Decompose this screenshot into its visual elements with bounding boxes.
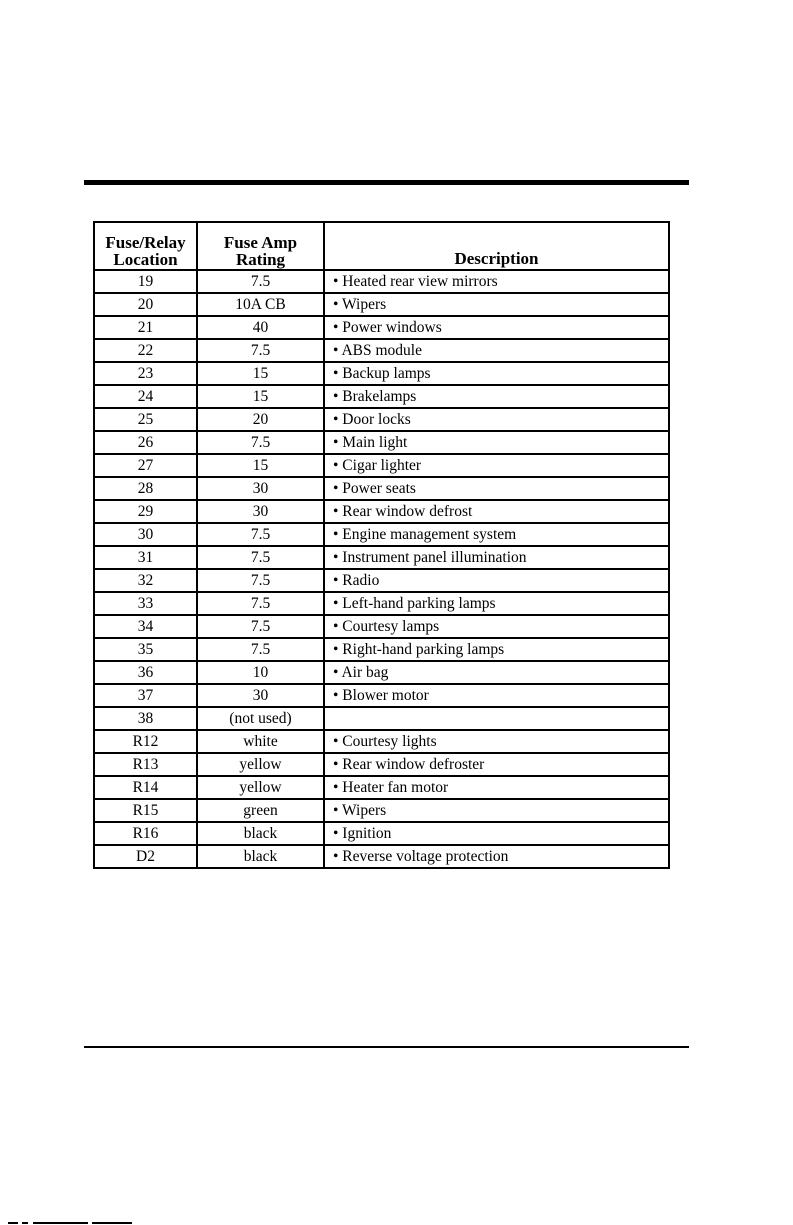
table-row <box>94 776 669 799</box>
cell-description: • Air bag <box>324 661 669 684</box>
cell-rating: 7.5 <box>197 615 324 638</box>
cell-rating: 15 <box>197 362 324 385</box>
table-row <box>94 707 669 730</box>
table-row <box>94 408 669 431</box>
header-location-line-1: Fuse/Relay <box>105 233 186 252</box>
table-row <box>94 799 669 822</box>
cell-rating: 7.5 <box>197 592 324 615</box>
cell-description: • Door locks <box>324 408 669 431</box>
header-rating-line-1: Fuse Amp <box>223 233 298 252</box>
cell-rating: 7.5 <box>197 569 324 592</box>
cell-location: 35 <box>94 638 197 661</box>
cell-description: • Wipers <box>324 799 669 822</box>
cell-location: R16 <box>94 822 197 845</box>
cell-description: • Main light <box>324 431 669 454</box>
cell-description: • Radio <box>324 569 669 592</box>
table-row <box>94 569 669 592</box>
cell-rating: white <box>197 730 324 753</box>
cell-rating: 30 <box>197 477 324 500</box>
table-row <box>94 638 669 661</box>
cell-description: • Heated rear view mirrors <box>324 270 669 293</box>
table-row <box>94 362 669 385</box>
cell-description: • Brakelamps <box>324 385 669 408</box>
header-rating-line-2: Rating <box>235 250 286 269</box>
cell-description: • Reverse voltage protection <box>324 845 669 868</box>
cell-description: • Cigar lighter <box>324 454 669 477</box>
cell-rating: 7.5 <box>197 523 324 546</box>
cell-description: • Heater fan motor <box>324 776 669 799</box>
cell-description: • Courtesy lights <box>324 730 669 753</box>
cell-location: 19 <box>94 270 197 293</box>
table-row <box>94 523 669 546</box>
cell-description: • Power windows <box>324 316 669 339</box>
header-location <box>94 222 197 270</box>
table-row <box>94 385 669 408</box>
cell-description: • ABS module <box>324 339 669 362</box>
cell-rating: 7.5 <box>197 638 324 661</box>
cell-description: • Power seats <box>324 477 669 500</box>
table-row <box>94 592 669 615</box>
cell-description: • Backup lamps <box>324 362 669 385</box>
cell-description <box>324 707 669 730</box>
table-row <box>94 293 669 316</box>
cell-location: 23 <box>94 362 197 385</box>
cell-location: 24 <box>94 385 197 408</box>
cell-rating: green <box>197 799 324 822</box>
cell-rating: 20 <box>197 408 324 431</box>
cell-location: 32 <box>94 569 197 592</box>
cell-description: • Wipers <box>324 293 669 316</box>
cell-rating: 30 <box>197 500 324 523</box>
cell-rating: black <box>197 822 324 845</box>
cell-location: R13 <box>94 753 197 776</box>
cell-rating: 7.5 <box>197 546 324 569</box>
cell-location: 29 <box>94 500 197 523</box>
cell-location: D2 <box>94 845 197 868</box>
table-row <box>94 753 669 776</box>
table-row <box>94 661 669 684</box>
cell-location: 33 <box>94 592 197 615</box>
cell-rating: 15 <box>197 385 324 408</box>
cell-location: 20 <box>94 293 197 316</box>
top-rule <box>84 180 689 185</box>
cell-description: • Right-hand parking lamps <box>324 638 669 661</box>
cell-rating: (not used) <box>197 707 324 730</box>
cell-description: • Blower motor <box>324 684 669 707</box>
table-row <box>94 546 669 569</box>
cell-description: • Rear window defroster <box>324 753 669 776</box>
table-row <box>94 822 669 845</box>
cell-rating: 30 <box>197 684 324 707</box>
cell-rating: 40 <box>197 316 324 339</box>
table-row <box>94 845 669 868</box>
cell-location: 21 <box>94 316 197 339</box>
cell-location: R12 <box>94 730 197 753</box>
cell-location: R15 <box>94 799 197 822</box>
table-body <box>94 270 669 868</box>
cell-description: • Instrument panel illumination <box>324 546 669 569</box>
cell-rating: black <box>197 845 324 868</box>
table-row <box>94 684 669 707</box>
cell-rating: 10 <box>197 661 324 684</box>
table-row <box>94 431 669 454</box>
cell-rating: 7.5 <box>197 270 324 293</box>
cell-description: • Left-hand parking lamps <box>324 592 669 615</box>
cell-description: • Engine management system <box>324 523 669 546</box>
cell-rating: 15 <box>197 454 324 477</box>
table-row <box>94 454 669 477</box>
cell-description: • Ignition <box>324 822 669 845</box>
cell-location: 34 <box>94 615 197 638</box>
table-row <box>94 730 669 753</box>
cell-location: 27 <box>94 454 197 477</box>
fuse-table <box>93 221 670 869</box>
header-rating <box>197 222 324 270</box>
bottom-rule <box>84 1046 689 1048</box>
cell-location: 38 <box>94 707 197 730</box>
table-row <box>94 270 669 293</box>
cell-location: R14 <box>94 776 197 799</box>
cell-location: 28 <box>94 477 197 500</box>
cell-location: 22 <box>94 339 197 362</box>
table-row <box>94 477 669 500</box>
cell-rating: 10A CB <box>197 293 324 316</box>
cell-location: 36 <box>94 661 197 684</box>
table-row <box>94 339 669 362</box>
cell-description: • Rear window defrost <box>324 500 669 523</box>
cell-location: 25 <box>94 408 197 431</box>
header-location-line-2: Location <box>113 250 178 269</box>
header-description: Description <box>324 222 669 270</box>
cell-rating: yellow <box>197 776 324 799</box>
table-row <box>94 500 669 523</box>
cell-rating: 7.5 <box>197 431 324 454</box>
cell-location: 37 <box>94 684 197 707</box>
header-row <box>94 222 669 270</box>
cell-description: • Courtesy lamps <box>324 615 669 638</box>
footer-scan-marks <box>0 1219 140 1225</box>
cell-rating: 7.5 <box>197 339 324 362</box>
cell-location: 30 <box>94 523 197 546</box>
table-row <box>94 615 669 638</box>
cell-location: 26 <box>94 431 197 454</box>
cell-location: 31 <box>94 546 197 569</box>
table-row <box>94 316 669 339</box>
cell-rating: yellow <box>197 753 324 776</box>
